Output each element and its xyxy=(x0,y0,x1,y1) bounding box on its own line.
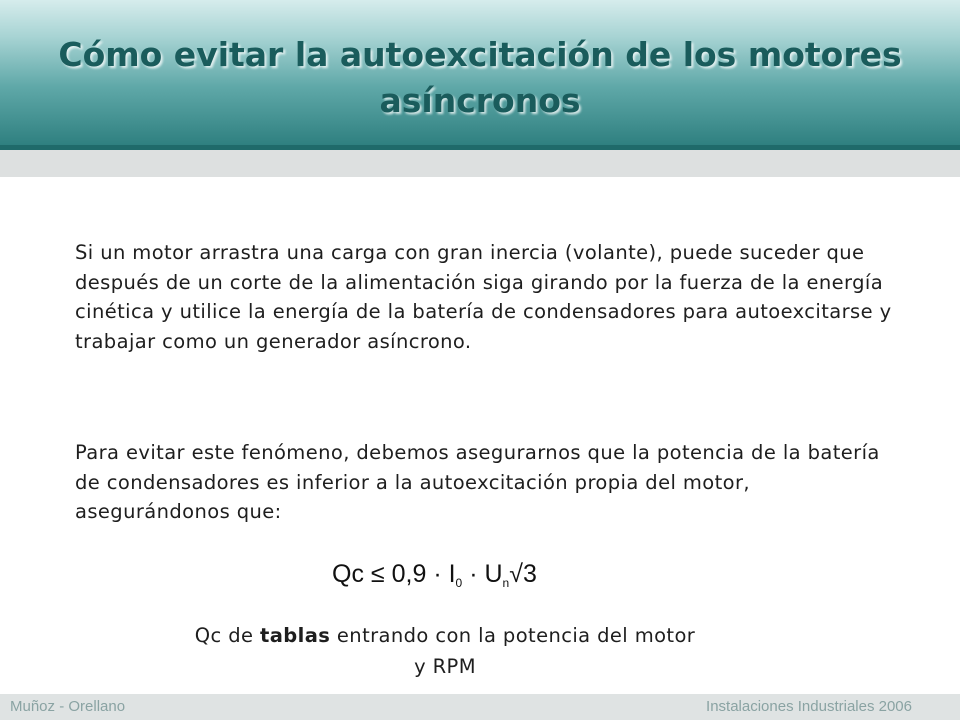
formula-coefficient: 0,9 xyxy=(391,560,427,588)
formula-dot-2: · xyxy=(469,560,478,588)
paragraph-condition: Para evitar este fenómeno, debemos asegurarnos que la potencia de la batería de condensadores es inferior a la autoexcitación propia del motor, asegurándonos que: xyxy=(75,441,880,523)
tables-note-post: entrando con la potencia del motor y RPM xyxy=(330,624,696,678)
formula-voltage-sub: n xyxy=(502,576,510,590)
tables-note-pre: Qc de xyxy=(194,624,261,647)
footer-authors: Muñoz - Orellano xyxy=(10,698,126,715)
paragraph-intro: Si un motor arrastra una carga con gran inercia (volante), puede suceder que después de un corte de la alimentación siga girando por la fuerza de la energía cinética y utilice la energía de la batería de condensadores para autoexcitarse y trabajar como un generador asíncrono. xyxy=(75,241,892,353)
formula-current: I xyxy=(448,560,456,588)
footer-course: Instalaciones Industriales 2006 xyxy=(706,698,912,715)
formula-voltage: U xyxy=(484,560,503,588)
formula-root: √3 xyxy=(509,560,537,588)
formula-lhs: Qc xyxy=(332,560,364,588)
formula-current-sub: 0 xyxy=(455,576,463,590)
footer xyxy=(0,694,960,720)
tables-note-bold: tablas xyxy=(260,624,331,647)
formula xyxy=(332,556,537,592)
formula-relation: ≤ xyxy=(370,560,385,588)
formula-dot: · xyxy=(433,560,442,588)
slide-title: Cómo evitar la autoexcitación de los motores asíncronos xyxy=(58,35,902,120)
header-band xyxy=(0,150,960,177)
tables-note xyxy=(190,620,700,682)
